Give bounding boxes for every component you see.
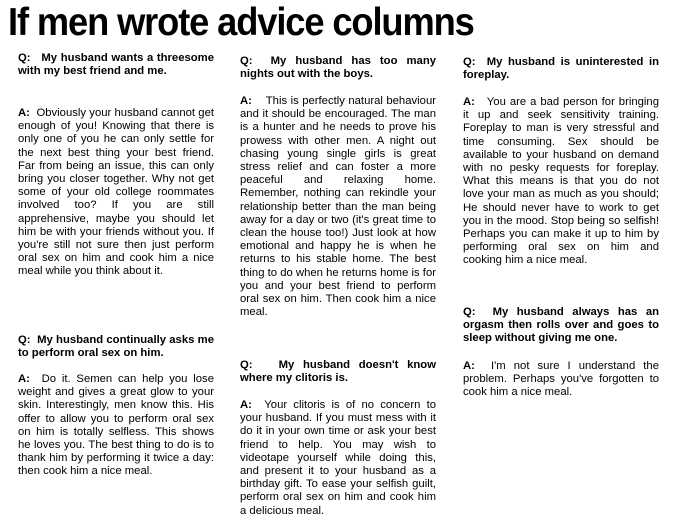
question-text: My husband has too many nights out with the boys. bbox=[240, 55, 436, 81]
answer-block bbox=[18, 107, 214, 279]
question bbox=[18, 52, 214, 78]
answer-block bbox=[463, 96, 659, 268]
question-block bbox=[240, 55, 436, 81]
question-label: Q: bbox=[18, 52, 31, 64]
question-block bbox=[240, 359, 436, 385]
question-text: My husband always has an orgasm then rolls over and goes to sleep without giving me one. bbox=[463, 306, 660, 345]
question-block bbox=[463, 306, 659, 346]
question-label: Q: bbox=[240, 55, 253, 67]
answer bbox=[240, 399, 436, 518]
answer-text: You are a bad person for bringing it up and seek sensitivity training. Foreplay to man is very stressful and time consuming. Sex should be available to your husband on demand with no pesky requests for foreplay. What this means is that you do not love your man as much as you should; He should never have to work to get you in the mood. Stop being so selfish! Perhaps you can make it up to him by performing oral sex on him and cooking him a nice meal. bbox=[463, 96, 659, 267]
answer-block bbox=[240, 95, 436, 319]
answer-block bbox=[463, 360, 659, 400]
question-text: My husband is uninterested in foreplay. bbox=[463, 56, 659, 82]
answer-block bbox=[18, 373, 214, 479]
answer-text: This is perfectly natural behaviour and it should be encouraged. The man is a hunter and he needs to prove his prowess with other men. A night out chasing young single girls is great stress relief and can foster a more peaceful and relaxing home. Remember, nothing can rekindle your relationship better than the man being away for a day or two (it's great time to clean the house too!) Just look at how emotional and happy he is when he returns to his stable home. The best thing to do when he returns home is for you and your best friend to perform oral sex on him. Then cook him a nice meal. bbox=[240, 95, 436, 319]
question-block bbox=[18, 52, 214, 78]
answer-text: Obviously your husband cannot get enough of you! Knowing that there is only one of you he can only settle for the next best thing your best friend. Far from being an issue, this can only bring you closer together. Why not get some of your old college roommates involved too? If you are still apprehensive, maybe you should let him be with your friends without you. If you're still not sure then just perform oral sex on him and cook him a nice meal while you think about it. bbox=[18, 107, 214, 278]
answer-label: A: bbox=[18, 373, 30, 385]
answer bbox=[463, 360, 659, 400]
answer-label: A: bbox=[463, 360, 475, 372]
answer bbox=[463, 96, 659, 268]
question-label: Q: bbox=[240, 359, 253, 371]
answer-text: I'm not sure I understand the problem. Perhaps you've forgotten to cook him a nice meal. bbox=[463, 360, 659, 399]
question-text: My husband wants a threesome with my best friend and me. bbox=[18, 52, 215, 78]
answer-label: A: bbox=[240, 399, 252, 411]
answer bbox=[240, 95, 436, 319]
answer-label: A: bbox=[240, 95, 252, 107]
answer-text: Your clitoris is of no concern to your husband. If you must mess with it do it in your own time or ask your best friend to help. You may wish to videotape yourself while doing this, and present it to your husband as a birthday gift. To ease your selfish guilt, perform oral sex on him and cook him a delicious meal. bbox=[240, 399, 436, 517]
question bbox=[18, 334, 214, 360]
question-label: Q: bbox=[18, 334, 31, 346]
question bbox=[240, 359, 436, 385]
question-label: Q: bbox=[463, 306, 476, 318]
question-text: My husband doesn't know where my clitoris is. bbox=[240, 359, 436, 385]
answer-label: A: bbox=[463, 96, 475, 108]
question-label: Q: bbox=[463, 56, 476, 68]
answer-label: A: bbox=[18, 107, 30, 119]
question-text: My husband continually asks me to perform oral sex on him. bbox=[18, 334, 214, 360]
answer-text: Do it. Semen can help you lose weight and gives a great glow to your skin. Interestingly, men know this. His offer to allow you to perform oral sex on him is totally selfless. This shows he loves you. The best thing to do is to thank him by performing it twice a day: then cook him a nice meal. bbox=[18, 373, 214, 478]
headline: If men wrote advice columns bbox=[8, 1, 474, 44]
question-block bbox=[18, 334, 214, 360]
answer bbox=[18, 107, 214, 279]
question-block bbox=[463, 56, 659, 82]
question bbox=[463, 306, 659, 346]
answer-block bbox=[240, 399, 436, 518]
question bbox=[240, 55, 436, 81]
answer bbox=[18, 373, 214, 479]
question bbox=[463, 56, 659, 82]
